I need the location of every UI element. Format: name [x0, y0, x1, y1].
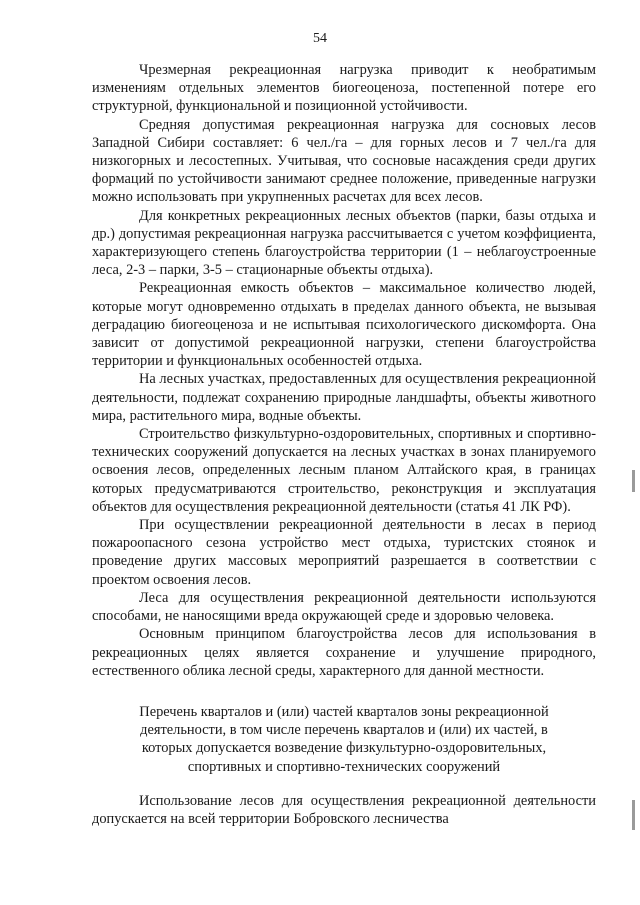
- paragraph-principle: Основным принципом благоустройства лесов для использования в рекреационных целях является сохранение и улучшение природного, естественного облика лесной среды, характерного для данной местности.: [92, 626, 596, 679]
- page-number: 54: [313, 31, 327, 46]
- paragraph-fire-season: При осуществлении рекреационной деятельности в лесах в период пожароопасного сезона устройство мест отдыха, туристских стоянок и проведение других массовых мероприятий разрешается в соответствии с проектом освоения лесов.: [92, 517, 596, 588]
- section-heading: [92, 703, 596, 776]
- paragraph-excessive-load: Чрезмерная рекреационная нагрузка приводит к необратимым изменениям отдельных элементов биогеоценоза, постепенной потере его структурной, функциональной и позиционной устойчивости.: [92, 62, 596, 115]
- paragraph-average-load: Средняя допустимая рекреационная нагрузка для сосновых лесов Западной Сибири составляет: 6 чел./га – для горных лесов и 7 чел./га для низкогорных и лесостепных. Учитывая, что сосновые насаждения среди других формаций по устойчивости занимают среднее положение, приведенные нагрузки можно использовать при укрупненных расчетах для всех лесов.: [92, 116, 596, 206]
- paragraph-construction: Строительство физкультурно-оздоровительных, спортивных и спортивно-технических сооружений допускается на лесных участках в зонах планируемого освоения лесов, определенных лесным планом Алтайского края, в границах которых предусматриваются строительство, реконструкция и эксплуатация объектов для осуществления рекреационной деятельности (статья 41 ЛК РФ).: [92, 426, 596, 515]
- paragraph-usage-territory: Использование лесов для осуществления рекреационной деятельности допускается на всей территории Бобровского лесничества: [92, 792, 596, 827]
- section-heading-line: которых допускается возведение физкультурно-оздоровительных,: [141, 740, 547, 757]
- scan-margin-mark: [632, 470, 635, 492]
- paragraph-preservation: На лесных участках, предоставленных для осуществления рекреационной деятельности, подлежат сохранению природные ландшафты, объекты животного мира, растительного мира, водные объекты.: [92, 371, 596, 424]
- paragraph-methods: Леса для осуществления рекреационной деятельности используются способами, не наносящими вреда окружающей среде и здоровью человека.: [92, 589, 596, 625]
- scan-margin-mark: [632, 800, 635, 830]
- paragraph-recreational-capacity: Рекреационная емкость объектов – максимальное количество людей, которые могут одновременно отдыхать в пределах данного объекта, не вызывая деградацию биогеоценоза и не испытывая психологического дискомфорта. Она зависит от допустимой рекреационной нагрузки, степени благоустройства территории и функциональных особенностей отдыха.: [92, 280, 596, 370]
- section-heading-line: деятельности, в том числе перечень кварталов и (или) их частей, в: [140, 722, 548, 739]
- section-heading-line: Перечень кварталов и (или) частей кварталов зоны рекреационной: [139, 703, 549, 720]
- paragraph-specific-objects: Для конкретных рекреационных лесных объектов (парки, базы отдыха и др.) допустимая рекреационная нагрузка рассчитывается с учетом коэффициента, характеризующего степень благоустройства территории (1 – неблагоустроенные леса, 2-3 – парки, 3-5 – стационарные объекты отдыха).: [92, 207, 596, 279]
- section-heading-line: спортивных и спортивно-технических сооружений: [187, 758, 501, 775]
- page-body: [92, 61, 596, 828]
